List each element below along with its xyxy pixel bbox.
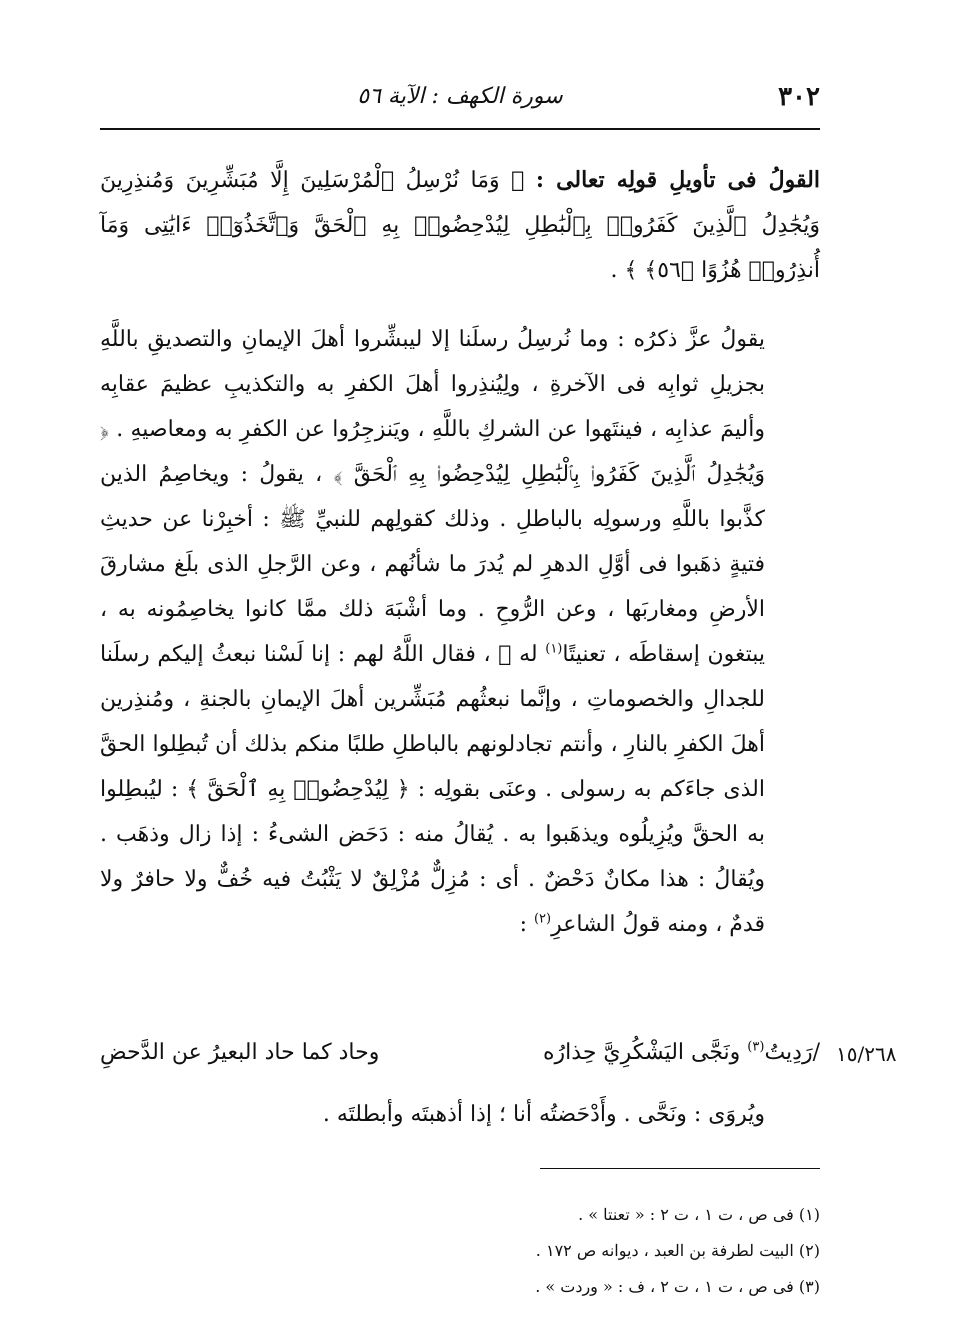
header-divider — [100, 128, 820, 130]
footnote-2: (٢) البيت لطرفة بن العبد ، ديوانه ص ١٧٢ . — [535, 1241, 820, 1260]
footnote-marker-2: (٢) — [533, 911, 552, 927]
footnote-3: (٣) فى ص ، ت ١ ، ت ٢ ، ف : « وردت » . — [535, 1277, 820, 1296]
quran-verse: ﴿ وَمَا نُرْسِلُ ٱلْمُرْسَلِينَ إِلَّا مُبَشِّرِينَ وَمُنذِرِينَ وَيُجَٰدِلُ ٱلَّذِينَ كَفَرُوا۟ بِٱلْبَٰطِلِ لِيُدْحِضُوا۟ بِهِ ٱلْحَقَّ وَٱتَّخَذُوٓا۟ ءَايَٰتِى وَمَآ أُنذِرُوا۟ هُزُوًا ﴿٥٦﴾ ﴾ . — [100, 168, 820, 283]
poetry-verse — [100, 1040, 820, 1080]
footnote-marker-1: (١) — [545, 641, 563, 657]
margin-reference: ١٥/٢٦٨ — [836, 1042, 897, 1066]
footnote-1: (١) فى ص ، ت ١ ، ت ٢ : « تعنتا » . — [578, 1205, 820, 1224]
commentary-paragraph — [100, 317, 820, 947]
section-heading — [100, 158, 820, 293]
paragraph-text-3: : — [519, 912, 534, 937]
paragraph-text-2: له ﷺ ، فقال اللَّهُ لهم : إنا لَسْنا نبعثُ إليكم رسلَنا للجدالِ والخصوماتِ ، وإنَّما نبعثُهم مُبَشِّرين أهلَ الإيمانِ بالجنةِ ، ومُنذِرين أهلَ الكفرِ بالنارِ ، وأنتم تجادلونهم بالباطلِ طلبًا منكم بذلك أن تُبطِلوا الحقَّ الذى جاءَكم به رسولى . وعنَى بقولِه : ﴿ لِيُدْحِضُوا۟ بِهِ ٱلْحَقَّ ﴾ : ليُبطِلوا به الحقَّ ويُزِيلُوه ويذهَبوا به . يُقالُ منه : دَحَض الشىءُ : إذا زال وذهَب . ويُقالُ : هذا مكانٌ دَحْضٌ . أى : مُزِلٌّ مُزْلِقٌ لا يَثْبُتُ فيه خُفٌّ ولا حافرٌ ولا قدمٌ ، ومنه قولُ الشاعرِ — [100, 642, 765, 937]
heading-lead: القولُ فى تأويلِ قولِه تعالى : — [535, 167, 820, 193]
post-poem-line: ويُروَى : ونَحَّى . وأَدْحَضتُه أنا ؛ إذا أذهبتَه وأبطلتَه . — [322, 1102, 765, 1127]
footnote-divider — [540, 1168, 820, 1169]
hemistich-1-start: /رَدِيتُ — [764, 1040, 820, 1065]
footnote-marker-3: (٣) — [747, 1039, 765, 1055]
running-header — [100, 78, 820, 118]
post-poem-text — [100, 1102, 820, 1127]
poem-first-hemistich — [543, 1040, 820, 1065]
page-number: ٣٠٢ — [778, 82, 820, 112]
paragraph-text-1: يقولُ عزَّ ذكرُه : وما نُرسِلُ رسلَنا إلا ليبشِّروا أهلَ الإيمانِ والتصديقِ باللَّهِ بجزيلِ ثوابِه فى الآخرةِ ، ولِيُنذِروا أهلَ الكفرِ به والتكذيبِ عظيمَ عقابِه وأليمَ عذابِه ، فينتَهوا عن الشركِ باللَّهِ ، ويَنزجِرُوا عن الكفرِ به ومعاصيهِ . ﴿ وَيُجَٰدِلُ ٱلَّذِينَ كَفَرُوا۟ بِٱلْبَٰطِلِ لِيُدْحِضُوا۟ بِهِ ٱلْحَقَّ ﴾ ، يقولُ : ويخاصِمُ الذين كذَّبوا باللَّهِ ورسولِه بالباطلِ . وذلك كقولِهم للنبيِّ ﷺ : أخبِرْنا عن حديثِ فتيةٍ ذهَبوا فى أوَّلِ الدهرِ لم يُدرَ ما شأنُهم ، وعن الرَّجلِ الذى بلَغ مشارقَ الأرضِ ومغاربَها ، وعن الرُّوحِ . وما أشْبَهَ ذلك ممَّا كانوا يخاصِمُونه به ، يبتغون إسقاطَه ، تعنيتًا — [100, 327, 765, 667]
paragraph-gap — [100, 293, 820, 317]
hemistich-1-end: ونَجَّى اليَشْكُرِيَّ حِذارُه — [543, 1040, 748, 1065]
main-text — [100, 158, 820, 947]
poem-second-hemistich: وحاد كما حاد البعيرُ عن الدَّحضِ — [100, 1040, 380, 1065]
footnotes — [100, 1197, 820, 1305]
header-title: سورة الكهف : الآية ٥٦ — [357, 84, 563, 109]
